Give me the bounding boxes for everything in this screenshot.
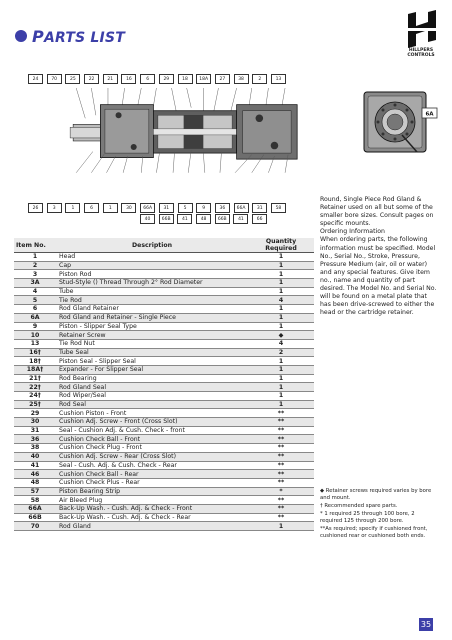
cell-desc: Expander - For Slipper Seal <box>56 365 248 374</box>
cell-desc: Cushion Piston - Front <box>56 409 248 418</box>
cell-desc: Rod Gland and Retainer - Single Piece <box>56 313 248 322</box>
cell-qty: 4 <box>248 296 314 305</box>
cell-desc: Piston Seal - Slipper Seal <box>56 357 248 366</box>
cell-desc: Rod Gland Retainer <box>56 305 248 314</box>
cell-no: 2 <box>14 261 56 270</box>
bottom-callouts-row1 <box>28 203 290 213</box>
cell-desc: Rod Seal <box>56 400 248 409</box>
gland-note: Round, Single Piece Rod Gland & Retainer used on all but some of the smaller bore sizes. Consult pages on specific mounts. <box>320 196 434 228</box>
table-row <box>14 426 314 435</box>
bottom-row1-callout: 1 <box>65 203 80 213</box>
cell-no: 16† <box>14 348 56 357</box>
ordering-text: When ordering parts, the following information must be specified. Model No., Serial No., Stroke, Pressure, Pressure Medium (air, oil or water) and any special features. Give item no., name and quantity of part desired. The Model No. and Serial No. will be found on a metal plate that has been drive-screwed to either the head or the cartridge retainer. <box>320 236 437 317</box>
bottom-row1-callout: 1 <box>103 203 118 213</box>
cell-no: 4 <box>14 287 56 296</box>
cell-qty: 1 <box>248 365 314 374</box>
cell-no: 24† <box>14 392 56 401</box>
table-row <box>14 305 314 314</box>
table-row <box>14 392 314 401</box>
cell-desc: Cushion Check Ball - Rear <box>56 470 248 479</box>
cell-no: 13 <box>14 339 56 348</box>
cell-desc: Back-Up Wash. - Cush. Adj. & Check - Rear <box>56 513 248 522</box>
cell-qty: 1 <box>248 253 314 262</box>
table-row <box>14 365 314 374</box>
cell-desc: Cushion Adj. Screw - Front (Cross Slot) <box>56 418 248 427</box>
cell-qty: 1 <box>248 383 314 392</box>
cell-qty: ◆ <box>248 331 314 340</box>
cell-no: 3 <box>14 270 56 279</box>
cell-no: 5 <box>14 296 56 305</box>
top-callout: 13 <box>271 74 286 84</box>
cell-qty: ** <box>248 513 314 522</box>
cell-no: 29 <box>14 409 56 418</box>
note-retainer: ◆ Retainer screws required varies by bore and mount. <box>320 488 432 502</box>
cell-desc: Tube <box>56 287 248 296</box>
cell-no: 25† <box>14 400 56 409</box>
table-row <box>14 357 314 366</box>
cell-no: 70 <box>14 522 56 531</box>
cell-qty: ** <box>248 496 314 505</box>
col-item-no: Item No. <box>14 238 56 253</box>
cell-qty: 1 <box>248 305 314 314</box>
bottom-row1-callout: 66A <box>140 203 155 213</box>
cell-desc: Rod Bearing <box>56 374 248 383</box>
table-row <box>14 339 314 348</box>
cell-no: 46 <box>14 470 56 479</box>
cell-no: 31 <box>14 426 56 435</box>
cell-qty: 1 <box>248 313 314 322</box>
table-row <box>14 478 314 487</box>
top-callout: 16 <box>121 74 136 84</box>
cell-qty: ** <box>248 426 314 435</box>
bottom-row2-callout: 41 <box>177 214 192 224</box>
cell-desc: Cushion Check Plus - Rear <box>56 478 248 487</box>
bottom-row2-callout: 66B <box>215 214 230 224</box>
top-callout: 6 <box>140 74 155 84</box>
cell-desc: Tube Seal <box>56 348 248 357</box>
cell-no: 22† <box>14 383 56 392</box>
table-row <box>14 435 314 444</box>
top-callout: 29 <box>159 74 174 84</box>
cell-no: 38 <box>14 444 56 453</box>
cell-desc: Piston - Slipper Seal Type <box>56 322 248 331</box>
cell-no: 6A <box>14 313 56 322</box>
cell-no: 40 <box>14 452 56 461</box>
bottom-row1-callout: 30 <box>121 203 136 213</box>
right-text <box>320 196 438 317</box>
cell-qty: 1 <box>248 400 314 409</box>
cell-no: 36 <box>14 435 56 444</box>
cell-desc: Rod Wiper/Seal <box>56 392 248 401</box>
table-row <box>14 287 314 296</box>
cell-no: 3A <box>14 279 56 288</box>
table-row <box>14 331 314 340</box>
table-row <box>14 253 314 262</box>
endview-label: 6A <box>425 111 434 118</box>
cell-qty: 1 <box>248 287 314 296</box>
cell-desc: Tie Rod Nut <box>56 339 248 348</box>
cell-no: 21† <box>14 374 56 383</box>
table-row <box>14 444 314 453</box>
cell-no: 18† <box>14 357 56 366</box>
top-callout: 24 <box>28 74 43 84</box>
top-callout: 2 <box>252 74 267 84</box>
table-row <box>14 270 314 279</box>
bottom-row2-callout: 66 <box>252 214 267 224</box>
cell-desc: Cushion Check Plug - Front <box>56 444 248 453</box>
cell-no: 9 <box>14 322 56 331</box>
parts-table <box>14 238 314 531</box>
table-row <box>14 461 314 470</box>
note-bore: * 1 required 25 through 100 bore, 2 required 125 through 200 bore. <box>320 510 415 524</box>
col-quantity: Quantity Required <box>248 238 314 253</box>
cell-desc: Back-Up Wash. - Cush. Adj. & Check - Front <box>56 504 248 513</box>
cylinder-cutaway-image <box>30 88 360 200</box>
table-row <box>14 452 314 461</box>
table-row <box>14 409 314 418</box>
table-row <box>14 418 314 427</box>
table-row <box>14 513 314 522</box>
cell-qty: ** <box>248 435 314 444</box>
cell-no: 6 <box>14 305 56 314</box>
cell-qty: 1 <box>248 374 314 383</box>
cell-qty: 1 <box>248 392 314 401</box>
cell-no: 41 <box>14 461 56 470</box>
cell-qty: 2 <box>248 348 314 357</box>
table-row <box>14 313 314 322</box>
cell-qty: ** <box>248 409 314 418</box>
cell-qty: ** <box>248 470 314 479</box>
bottom-row2-callout: 41 <box>233 214 248 224</box>
top-callout: 21 <box>103 74 118 84</box>
table-row <box>14 487 314 496</box>
cell-desc: Stud-Style () Thread Through 2° Rod Diameter <box>56 279 248 288</box>
cell-no: 58 <box>14 496 56 505</box>
cell-desc: Rod Gland Seal <box>56 383 248 392</box>
cell-desc: Cap <box>56 261 248 270</box>
top-callout: 38 <box>234 74 249 84</box>
note-cushion: **As required; specify if cushioned front, cushioned rear or cushioned both ends. <box>320 525 428 539</box>
bottom-row1-callout: 9 <box>196 203 211 213</box>
bottom-row1-callout: 58 <box>271 203 286 213</box>
cell-no: 1 <box>14 253 56 262</box>
table-row <box>14 400 314 409</box>
bottom-row1-callout: 36 <box>215 203 230 213</box>
top-callout: 27 <box>215 74 230 84</box>
cell-qty: 1 <box>248 270 314 279</box>
cell-no: 10 <box>14 331 56 340</box>
cell-qty: 1 <box>248 279 314 288</box>
bottom-row2-callout: 66B <box>159 214 174 224</box>
bottom-row2-callout: 40 <box>140 214 155 224</box>
header-bullet <box>15 30 27 42</box>
table-row <box>14 522 314 531</box>
cell-desc: Cushion Adj. Screw - Rear (Cross Slot) <box>56 452 248 461</box>
cell-qty: ** <box>248 461 314 470</box>
col-description: Description <box>56 238 248 253</box>
rod-gland-end-view-image <box>362 90 438 164</box>
table-row <box>14 383 314 392</box>
bottom-row1-callout: 31 <box>159 203 174 213</box>
table-row <box>14 296 314 305</box>
cell-qty: * <box>248 487 314 496</box>
cell-qty: ** <box>248 478 314 487</box>
cell-desc: Head <box>56 253 248 262</box>
top-callout: 18A <box>196 74 211 84</box>
hillpers-logo <box>404 10 440 52</box>
bottom-row1-callout: 5 <box>178 203 193 213</box>
table-row <box>14 279 314 288</box>
top-callout: 22 <box>84 74 99 84</box>
table-row <box>14 470 314 479</box>
bottom-row1-callout: 31 <box>252 203 267 213</box>
top-callout: 25 <box>65 74 80 84</box>
cell-qty: ** <box>248 444 314 453</box>
cell-desc: Tie Rod <box>56 296 248 305</box>
ordering-heading: Ordering Information <box>320 228 385 236</box>
cell-desc: Retainer Screw <box>56 331 248 340</box>
cell-desc: Air Bleed Plug <box>56 496 248 505</box>
cell-no: 66B <box>14 513 56 522</box>
bottom-row1-callout: 6 <box>84 203 99 213</box>
cell-qty: ** <box>248 452 314 461</box>
table-row <box>14 261 314 270</box>
cell-desc: Seal - Cush. Adj. & Cush. Check - Rear <box>56 461 248 470</box>
cell-qty: 4 <box>248 339 314 348</box>
table-row <box>14 348 314 357</box>
cell-qty: 1 <box>248 322 314 331</box>
cell-qty: ** <box>248 504 314 513</box>
table-row <box>14 322 314 331</box>
cell-qty: 1 <box>248 261 314 270</box>
cell-qty: 1 <box>248 357 314 366</box>
top-callout: 70 <box>47 74 62 84</box>
top-callouts <box>28 74 290 84</box>
table-row <box>14 374 314 383</box>
bottom-row1-callout: 3 <box>47 203 62 213</box>
cell-qty: ** <box>248 418 314 427</box>
cell-desc: Seal - Cushion Adj. & Cush. Check - front <box>56 426 248 435</box>
bottom-row1-callout: 26 <box>28 203 43 213</box>
top-callout: 18 <box>178 74 193 84</box>
cell-desc: Piston Bearing Strip <box>56 487 248 496</box>
cell-no: 57 <box>14 487 56 496</box>
page-title: PARTS LIST <box>32 27 125 46</box>
cell-desc: Rod Gland <box>56 522 248 531</box>
logo-text: HILLPERS CONTROLS <box>407 48 435 58</box>
table-row <box>14 496 314 505</box>
bottom-callouts-row2 <box>140 214 271 224</box>
cell-no: 48 <box>14 478 56 487</box>
bottom-row1-callout: 66A <box>234 203 249 213</box>
note-spare: † Recommended spare parts. <box>320 502 398 509</box>
cell-no: 30 <box>14 418 56 427</box>
table-row <box>14 504 314 513</box>
bottom-row2-callout: 48 <box>196 214 211 224</box>
page-number: 35 <box>420 620 432 629</box>
cell-qty: 1 <box>248 522 314 531</box>
cell-desc: Piston Rod <box>56 270 248 279</box>
footnotes <box>320 488 438 540</box>
cell-desc: Cushion Check Ball - Front <box>56 435 248 444</box>
cell-no: 18A† <box>14 365 56 374</box>
cell-no: 66A <box>14 504 56 513</box>
